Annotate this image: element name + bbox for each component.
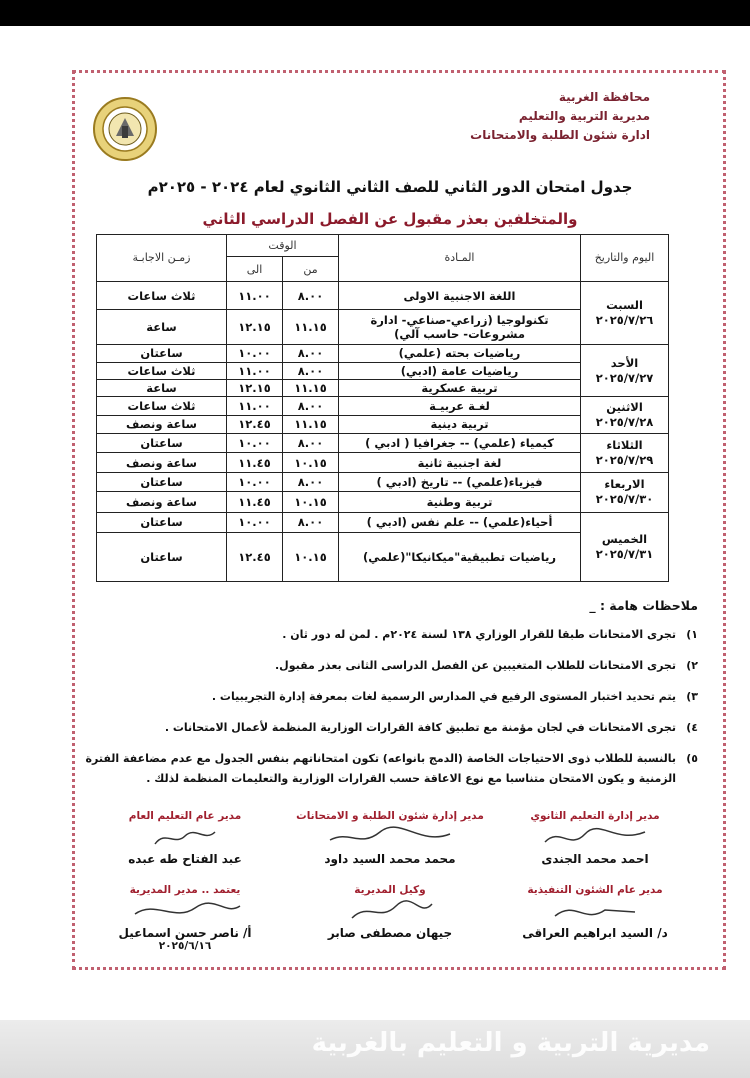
to-cell: ١١.٠٠ xyxy=(227,362,283,379)
duration-cell: ساعتان xyxy=(97,433,227,452)
to-cell: ١١.٠٠ xyxy=(227,281,283,310)
day-cell: الأحد ٢٠٢٥/٧/٢٧ xyxy=(581,345,669,397)
to-cell: ١٠.٠٠ xyxy=(227,472,283,491)
governorate-name: محافظة الغربية xyxy=(558,90,650,104)
document-subtitle: والمتخلفين بعذر مقبول عن الفصل الدراسي الثاني xyxy=(202,210,578,228)
from-cell: ١٠.١٥ xyxy=(283,532,339,581)
directorate-name: مديرية التربية والتعليم xyxy=(518,109,650,123)
from-cell: ١٠.١٥ xyxy=(283,453,339,472)
to-cell: ١٢.٤٥ xyxy=(227,415,283,433)
from-cell: ٨.٠٠ xyxy=(283,472,339,491)
handwritten-signature xyxy=(145,822,225,852)
duration-cell: ساعة ونصف xyxy=(97,453,227,472)
duration-cell: ساعة ونصف xyxy=(97,415,227,433)
from-cell: ٨.٠٠ xyxy=(283,512,339,532)
directorate-logo xyxy=(92,96,158,162)
subject-cell: تربية وطنية xyxy=(339,492,581,512)
duration-cell: ثلاث ساعات xyxy=(97,362,227,379)
to-cell: ١٢.٤٥ xyxy=(227,532,283,581)
to-cell: ١١.٤٥ xyxy=(227,453,283,472)
header-subject: المـادة xyxy=(339,235,581,282)
table-row xyxy=(97,397,669,415)
document-title: جدول امتحان الدور الثاني للصف الثاني الثانوي لعام ٢٠٢٤ - ٢٠٢٥م xyxy=(147,178,633,196)
duration-cell: ساعة xyxy=(97,379,227,396)
from-cell: ١١.١٥ xyxy=(283,415,339,433)
duration-cell: ساعتان xyxy=(97,472,227,491)
subject-cell: أحياء(علمي) -- علم نفس (ادبي ) xyxy=(339,512,581,532)
subject-cell: كيمياء (علمي) -- جغرافيا ( ادبي ) xyxy=(339,433,581,452)
subject-cell: تربية عسكرية xyxy=(339,379,581,396)
handwritten-signature xyxy=(125,896,245,926)
note-item: ٤) تجرى الامتحانات في لجان مؤمنة مع تطبيق كافة القرارات الوزارية المنظمة لأعمال الامتحانات . xyxy=(164,721,698,734)
day-cell: الاربعاء ٢٠٢٥/٧/٣٠ xyxy=(581,472,669,512)
from-cell: ١١.١٥ xyxy=(283,310,339,345)
day-cell: السبت ٢٠٢٥/٧/٢٦ xyxy=(581,281,669,344)
signature-block: يعتمد .. مدير المديرية أ/ ناصر حسن اسماعيل ٢٠٢٥/٦/١٦ xyxy=(90,884,280,952)
table-row xyxy=(97,345,669,362)
to-cell: ١١.٤٥ xyxy=(227,492,283,512)
day-cell: الاثنين ٢٠٢٥/٧/٢٨ xyxy=(581,397,669,434)
signature-block: مدير عام التعليم العام عبد الفتاح طه عبده xyxy=(128,810,242,866)
signature-block: مدير إدارة شئون الطلبة و الامتحانات محمد محمد السيد داود xyxy=(296,810,484,866)
note-item: ٥) بالنسبة للطلاب ذوى الاحتياجات الخاصة (الدمج بانواعه) تكون امتحاناتهم بنفس الجدول مع عدم مضاعفة الفترة الزمنية و يكون الامتحان متناسبا مع نوع الاعاقة حسب القرارات الوزارية والتعليمات المنظمة لذلك . xyxy=(85,752,698,785)
to-cell: ١١.٠٠ xyxy=(227,397,283,415)
day-cell: الخميس ٢٠٢٥/٧/٣١ xyxy=(581,512,669,582)
table-row xyxy=(97,281,669,310)
subject-cell: لغـة عربيـة xyxy=(339,397,581,415)
to-cell: ١٠.٠٠ xyxy=(227,512,283,532)
signatures-section xyxy=(90,800,690,960)
notes-section xyxy=(58,598,698,800)
from-cell: ١٠.١٥ xyxy=(283,492,339,512)
subject-cell: اللغة الاجنبية الاولى xyxy=(339,281,581,310)
header-block xyxy=(470,88,650,145)
image-watermark: مديرية التربية و التعليم بالغربية xyxy=(0,1020,750,1078)
exam-schedule-table xyxy=(96,234,669,582)
header-time: الوقت xyxy=(227,235,339,257)
day-cell: الثلاثاء ٢٠٢٥/٧/٢٩ xyxy=(581,433,669,472)
signature-block: مدير إدارة التعليم الثانوي احمد محمد الجندى xyxy=(530,810,660,866)
note-item: ١) تجرى الامتحانات طبقا للقرار الوزاري ١٣٨ لسنة ٢٠٢٤م . لمن له دور ثان . xyxy=(282,628,698,641)
handwritten-signature xyxy=(535,822,655,852)
subject-cell: فيزياء(علمي) -- تاريخ (ادبي ) xyxy=(339,472,581,491)
table-header-row xyxy=(97,235,669,257)
notes-title: ملاحظات هامة : _ xyxy=(589,598,698,613)
from-cell: ١١.١٥ xyxy=(283,379,339,396)
status-bar xyxy=(0,0,750,26)
signature-date: ٢٠٢٥/٦/١٦ xyxy=(158,940,212,952)
duration-cell: ثلاث ساعات xyxy=(97,397,227,415)
from-cell: ٨.٠٠ xyxy=(283,397,339,415)
duration-cell: ساعتان xyxy=(97,532,227,581)
duration-cell: ساعتان xyxy=(97,512,227,532)
handwritten-signature xyxy=(340,896,440,926)
department-name: ادارة شئون الطلبة والامتحانات xyxy=(470,128,650,142)
from-cell: ٨.٠٠ xyxy=(283,345,339,362)
note-item: ٢) تجرى الامتحانات للطلاب المتغيبين عن الفصل الدراسى الثانى بعذر مقبول. xyxy=(274,659,698,672)
to-cell: ١٢.١٥ xyxy=(227,379,283,396)
duration-cell: ساعتان xyxy=(97,345,227,362)
header-from: من xyxy=(283,257,339,281)
to-cell: ١٠.٠٠ xyxy=(227,433,283,452)
header-day: اليوم والتاريخ xyxy=(581,235,669,282)
subject-cell: تربية دينية xyxy=(339,415,581,433)
table-row xyxy=(97,512,669,532)
signature-block: مدير عام الشئون التنفيذية د/ السيد ابراهيم العراقى xyxy=(522,884,668,940)
subject-cell: رياضيات بحته (علمي) xyxy=(339,345,581,362)
header-to: الى xyxy=(227,257,283,281)
subject-cell: رياضيات تطبيقية"ميكانيكا"(علمي) xyxy=(339,532,581,581)
subject-cell: رياضيات عامة (ادبي) xyxy=(339,362,581,379)
from-cell: ٨.٠٠ xyxy=(283,281,339,310)
handwritten-signature xyxy=(320,822,460,852)
duration-cell: ثلاث ساعات xyxy=(97,281,227,310)
signature-block: وكيل المديرية جيهان مصطفى صابر xyxy=(327,884,453,940)
note-item: ٣) يتم تحديد اختبار المستوى الرفيع في المدارس الرسمية لغات بمعرفة إدارة التجريبيات . xyxy=(211,690,698,703)
table-row xyxy=(97,433,669,452)
from-cell: ٨.٠٠ xyxy=(283,362,339,379)
duration-cell: ساعة xyxy=(97,310,227,345)
handwritten-signature xyxy=(545,896,645,926)
table-row xyxy=(97,472,669,491)
subject-cell: تكنولوجيا (زراعي-صناعي- ادارة مشروعات- حاسب آلي) xyxy=(339,310,581,345)
to-cell: ١٠.٠٠ xyxy=(227,345,283,362)
to-cell: ١٢.١٥ xyxy=(227,310,283,345)
header-duration: زمـن الاجابـة xyxy=(97,235,227,282)
duration-cell: ساعة ونصف xyxy=(97,492,227,512)
from-cell: ٨.٠٠ xyxy=(283,433,339,452)
subject-cell: لغة اجنبية ثانية xyxy=(339,453,581,472)
